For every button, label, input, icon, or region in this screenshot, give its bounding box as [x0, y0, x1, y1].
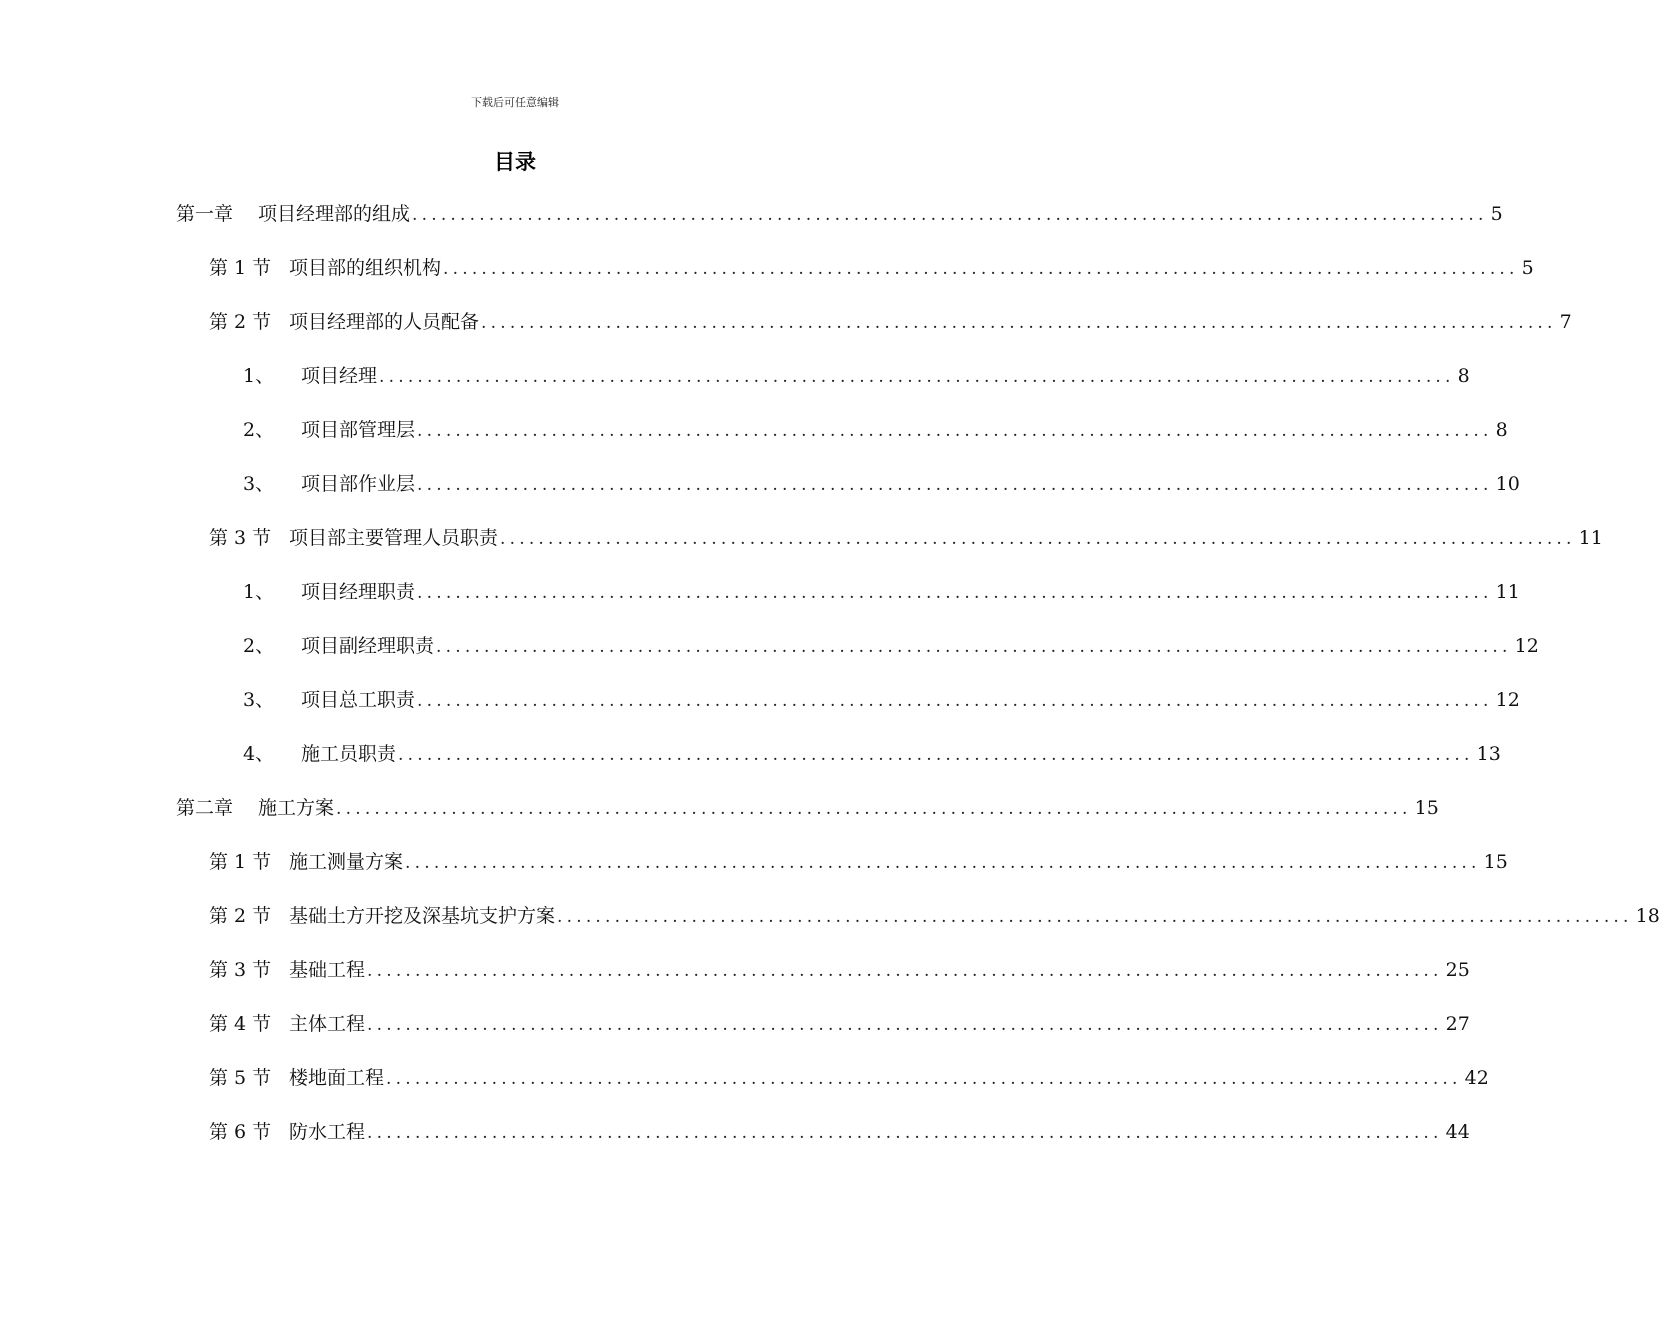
toc-entry[interactable]: [209, 1064, 1489, 1092]
toc-entry-page: 44: [1445, 1121, 1470, 1143]
toc-entry-page: 8: [1495, 419, 1508, 441]
toc-entry-page: 7: [1559, 311, 1572, 333]
toc-entry-number: 第 2 节: [209, 311, 272, 333]
toc-entry-number: 第 6 节: [209, 1121, 272, 1143]
toc-entry[interactable]: [243, 416, 1508, 444]
toc-entry-page: 15: [1414, 797, 1439, 819]
toc-leader-dots: ................................................................................................................: [417, 475, 1493, 495]
toc-entry[interactable]: [209, 308, 1572, 336]
toc-entry-title: 项目部管理层: [301, 419, 416, 441]
toc-leader-dots: ................................................................................................................: [405, 853, 1481, 873]
toc-entry-number: 第 5 节: [209, 1067, 272, 1089]
toc-leader-dots: ................................................................................................................: [500, 529, 1576, 549]
header-note: 下载后可任意编辑: [471, 96, 559, 109]
toc-leader-dots: ................................................................................................................: [412, 205, 1488, 225]
toc-entry[interactable]: [243, 578, 1520, 606]
toc-entry-page: 18: [1635, 905, 1660, 927]
toc-entry-page: 5: [1521, 257, 1534, 279]
toc-entry-title: 项目经理部的人员配备: [289, 311, 480, 333]
toc-leader-dots: ................................................................................................................: [367, 1015, 1443, 1035]
toc-entry-page: 27: [1445, 1013, 1470, 1035]
toc-entry-page: 42: [1464, 1067, 1489, 1089]
toc-leader-dots: ................................................................................................................: [417, 691, 1493, 711]
toc-leader-dots: ................................................................................................................: [443, 259, 1519, 279]
toc-leader-dots: ................................................................................................................: [386, 1069, 1462, 1089]
toc-entry[interactable]: [243, 740, 1501, 768]
toc-entry-number: 第 3 节: [209, 959, 272, 981]
toc-entry-number: 第 2 节: [209, 905, 272, 927]
toc-entry-page: 15: [1483, 851, 1508, 873]
toc-entry[interactable]: [243, 362, 1470, 390]
toc-entry-number: 第一章: [176, 203, 234, 225]
toc-entry-title: 施工方案: [258, 797, 335, 819]
toc-entry-number: 4、: [243, 743, 275, 765]
toc-entry[interactable]: [176, 794, 1439, 822]
toc-leader-dots: ................................................................................................................: [367, 961, 1443, 981]
toc-entry-page: 13: [1476, 743, 1501, 765]
toc-entry-page: 10: [1495, 473, 1520, 495]
toc-entry-number: 1、: [243, 581, 275, 603]
toc-entry-page: 11: [1495, 581, 1520, 603]
toc-entry-number: 2、: [243, 419, 275, 441]
toc-leader-dots: ................................................................................................................: [379, 367, 1455, 387]
toc-leader-dots: ................................................................................................................: [398, 745, 1474, 765]
toc-entry-number: 第二章: [176, 797, 234, 819]
toc-entry[interactable]: [209, 524, 1603, 552]
toc-entry-title: 基础工程: [289, 959, 366, 981]
toc-entry-number: 第 3 节: [209, 527, 272, 549]
toc-entry[interactable]: [209, 1010, 1470, 1038]
toc-leader-dots: ................................................................................................................: [436, 637, 1512, 657]
toc-entry-title: 项目部的组织机构: [289, 257, 442, 279]
toc-entry[interactable]: [209, 956, 1470, 984]
toc-leader-dots: ................................................................................................................: [417, 583, 1493, 603]
toc-entry-title: 施工测量方案: [289, 851, 404, 873]
toc-entry[interactable]: [209, 254, 1534, 282]
toc-entry-title: 项目部主要管理人员职责: [289, 527, 499, 549]
toc-entry-title: 基础土方开挖及深基坑支护方案: [289, 905, 556, 927]
toc-title: 目录: [494, 150, 536, 174]
toc-entry[interactable]: [209, 848, 1508, 876]
toc-entry-title: 楼地面工程: [289, 1067, 385, 1089]
toc-entry-number: 2、: [243, 635, 275, 657]
toc-entry-page: 11: [1578, 527, 1603, 549]
toc-entry-page: 12: [1495, 689, 1520, 711]
toc-entry[interactable]: [243, 632, 1539, 660]
toc-entry-title: 项目部作业层: [301, 473, 416, 495]
toc-entry-title: 项目副经理职责: [301, 635, 435, 657]
toc-entry-number: 1、: [243, 365, 275, 387]
toc-leader-dots: ................................................................................................................: [557, 907, 1633, 927]
toc-entry-number: 3、: [243, 689, 275, 711]
toc-entry[interactable]: [176, 200, 1503, 228]
toc-entry-title: 施工员职责: [301, 743, 397, 765]
toc-entry-number: 3、: [243, 473, 275, 495]
toc-entry[interactable]: [209, 902, 1660, 930]
toc-leader-dots: ................................................................................................................: [336, 799, 1412, 819]
toc-entry-title: 项目经理职责: [301, 581, 416, 603]
toc-entry[interactable]: [243, 686, 1520, 714]
toc-leader-dots: ................................................................................................................: [417, 421, 1493, 441]
toc-entry-title: 项目经理部的组成: [258, 203, 411, 225]
toc-entry-page: 8: [1457, 365, 1470, 387]
toc-entry[interactable]: [243, 470, 1520, 498]
toc-entry-title: 防水工程: [289, 1121, 366, 1143]
toc-entry-number: 第 1 节: [209, 851, 272, 873]
toc-entry-page: 12: [1514, 635, 1539, 657]
toc-entry[interactable]: [209, 1118, 1470, 1146]
toc-leader-dots: ................................................................................................................: [367, 1123, 1443, 1143]
toc-entry-page: 5: [1490, 203, 1503, 225]
toc-leader-dots: ................................................................................................................: [481, 313, 1557, 333]
toc-entry-page: 25: [1445, 959, 1470, 981]
toc-entry-number: 第 1 节: [209, 257, 272, 279]
toc-entry-title: 项目总工职责: [301, 689, 416, 711]
toc-entry-title: 主体工程: [289, 1013, 366, 1035]
toc-entry-title: 项目经理: [301, 365, 378, 387]
toc-entry-number: 第 4 节: [209, 1013, 272, 1035]
